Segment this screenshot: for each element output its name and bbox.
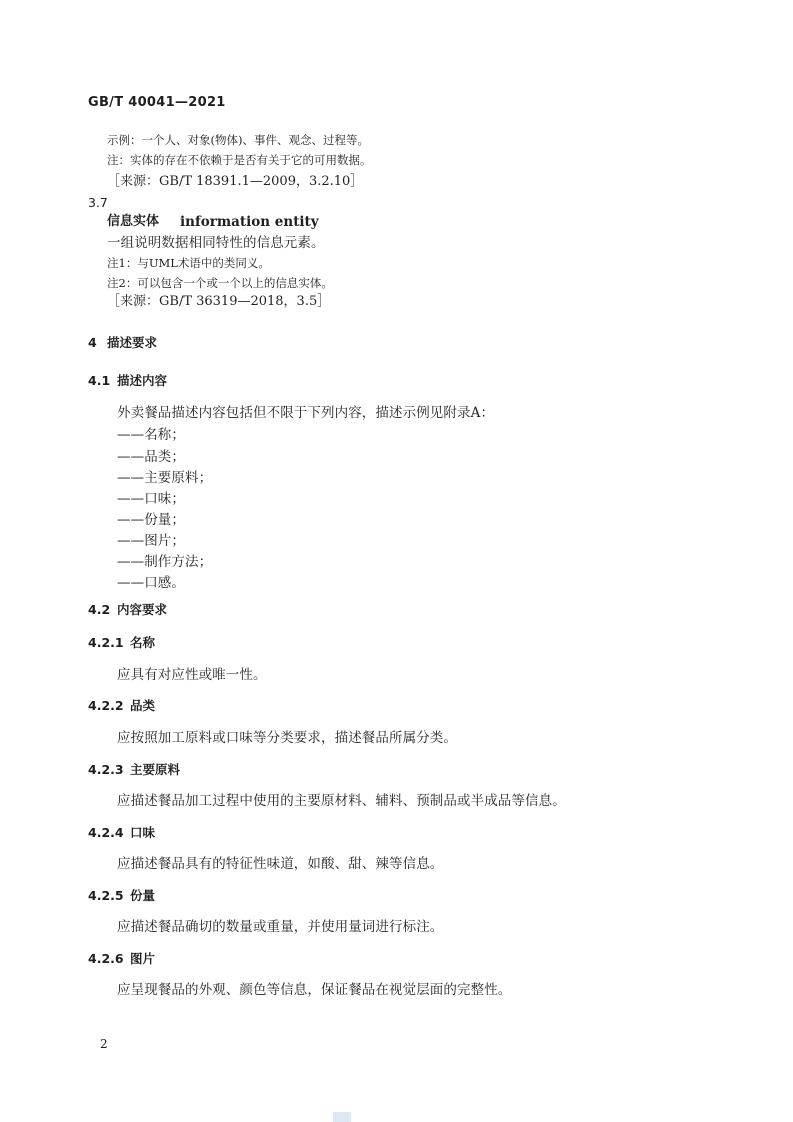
standard-code-header: GB/T 40041—2021 xyxy=(88,95,226,110)
page-number: 2 xyxy=(100,1037,108,1051)
clause-intro: 外卖餐品描述内容包括但不限于下列内容，描述示例见附录A： xyxy=(117,405,495,421)
subclause-number: 4.2.2 xyxy=(88,698,124,713)
list-item: ——主要原料； xyxy=(117,470,213,486)
clause-number: 4.2 xyxy=(88,602,111,617)
list-item: ——口味； xyxy=(117,491,185,507)
subclause-text: 应按照加工原料或口味等分类要求，描述餐品所属分类。 xyxy=(117,730,457,746)
subclause-text: 应描述餐品加工过程中使用的主要原材料、辅料、预制品或半成品等信息。 xyxy=(117,793,566,809)
term-note-2: 注2：可以包含一个或一个以上的信息实体。 xyxy=(107,276,333,290)
subclause-title: 品类 xyxy=(130,698,156,713)
term-definition: 一组说明数据相同特性的信息元素。 xyxy=(107,235,325,251)
term-source: ［来源：GB/T 36319—2018，3.5］ xyxy=(107,294,331,309)
subclause-number: 4.2.5 xyxy=(88,888,124,903)
clause-number: 4.1 xyxy=(88,373,111,388)
list-item: ——图片； xyxy=(117,533,185,549)
term-name-zh: 信息实体 xyxy=(107,214,160,229)
list-item: ——品类； xyxy=(117,449,185,465)
subclause-title: 份量 xyxy=(130,888,156,903)
term-number: 3.7 xyxy=(88,195,108,210)
list-item: ——名称； xyxy=(117,427,185,443)
section-title: 描述要求 xyxy=(107,335,158,350)
subclause-number: 4.2.6 xyxy=(88,951,124,966)
list-item: ——制作方法； xyxy=(117,554,213,570)
term-name-en: information entity xyxy=(180,214,319,230)
subclause-title: 口味 xyxy=(130,825,156,840)
clause-title: 内容要求 xyxy=(117,602,168,617)
term-note: 注：实体的存在不依赖于是否有关于它的可用数据。 xyxy=(107,153,372,167)
subclause-number: 4.2.4 xyxy=(88,825,124,840)
subclause-title: 名称 xyxy=(130,635,156,650)
term-example: 示例：一个人、对象(物体)、事件、观念、过程等。 xyxy=(107,133,369,147)
subclause-text: 应描述餐品具有的特征性味道，如酸、甜、辣等信息。 xyxy=(117,856,444,872)
scan-artifact xyxy=(333,1112,351,1122)
subclause-title: 图片 xyxy=(130,951,156,966)
subclause-text: 应呈现餐品的外观、颜色等信息，保证餐品在视觉层面的完整性。 xyxy=(117,982,512,998)
list-item: ——份量； xyxy=(117,512,185,528)
clause-title: 描述内容 xyxy=(117,373,168,388)
subclause-text: 应具有对应性或唯一性。 xyxy=(117,667,267,683)
term-source: ［来源：GB/T 18391.1—2009，3.2.10］ xyxy=(107,174,364,189)
subclause-title: 主要原料 xyxy=(130,762,181,777)
subclause-number: 4.2.1 xyxy=(88,635,124,650)
subclause-text: 应描述餐品确切的数量或重量，并使用量词进行标注。 xyxy=(117,919,444,935)
list-item: ——口感。 xyxy=(117,575,185,591)
term-note-1: 注1：与UML术语中的类同义。 xyxy=(107,256,270,270)
subclause-number: 4.2.3 xyxy=(88,762,124,777)
section-number: 4 xyxy=(88,335,97,350)
